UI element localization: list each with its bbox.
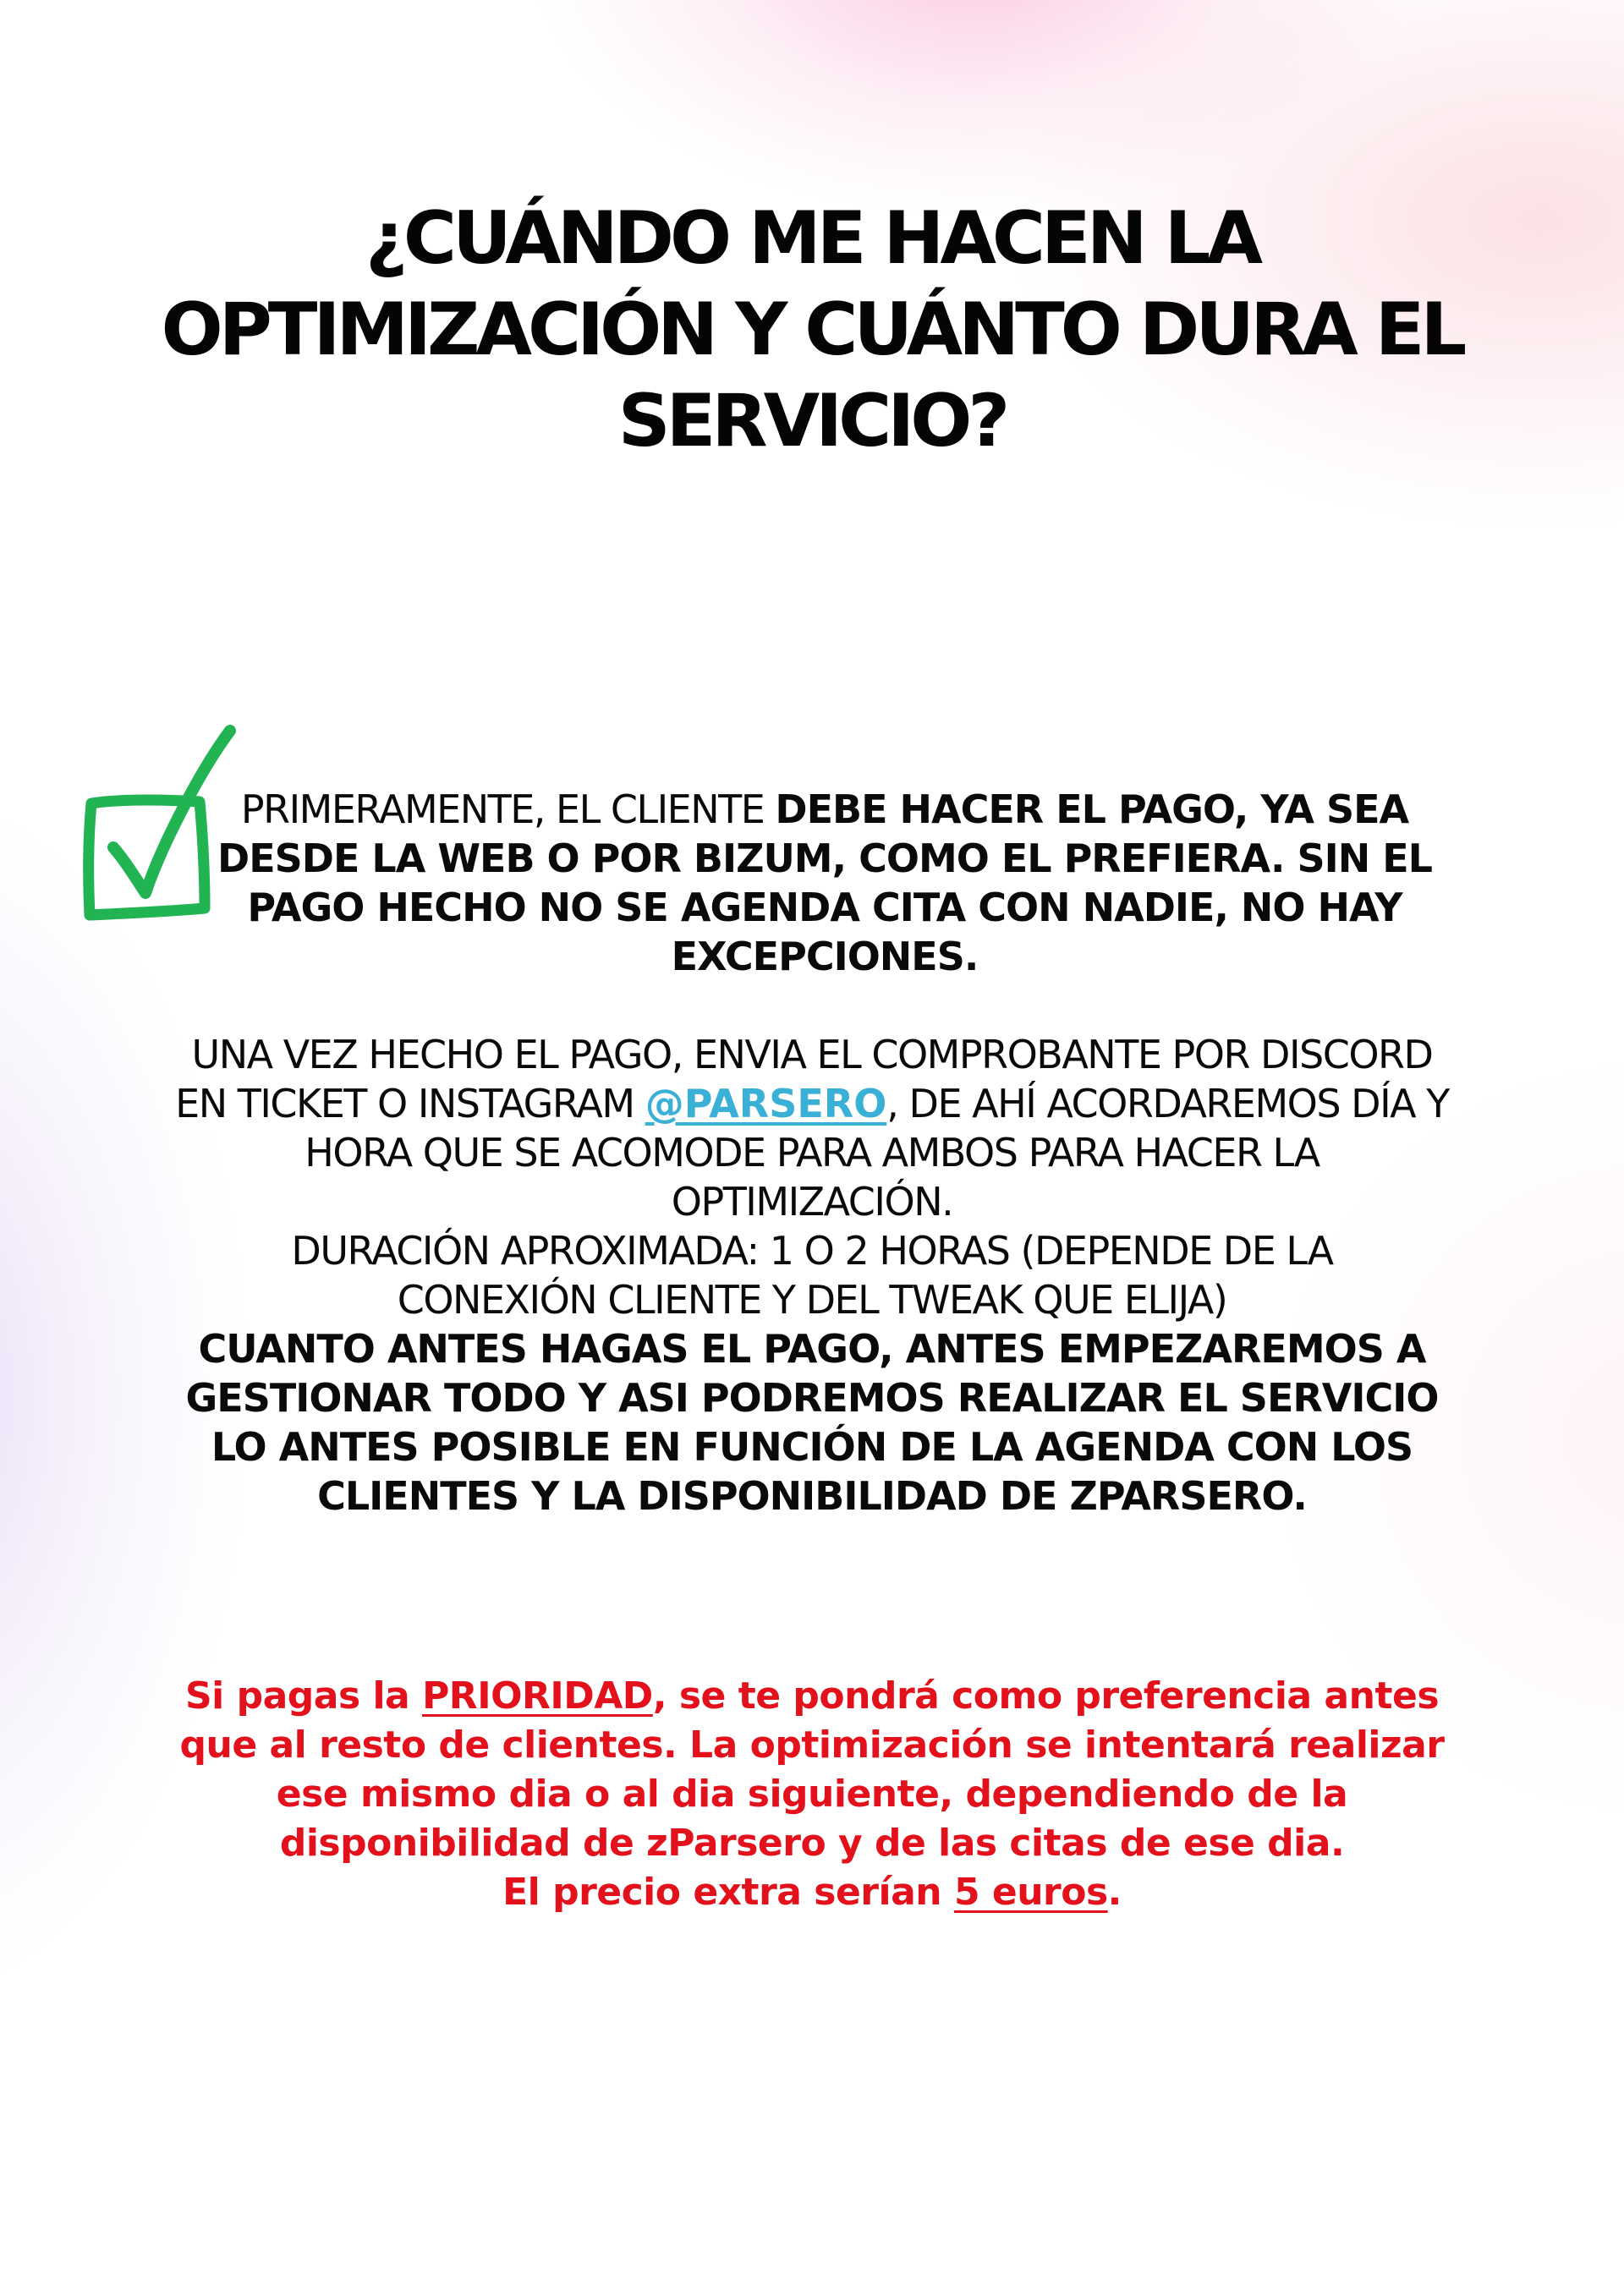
instagram-handle-link[interactable]: @PARSERO <box>645 1081 887 1126</box>
page-title <box>135 193 1489 467</box>
priority-keyword: PRIORIDAD <box>422 1674 653 1718</box>
duration-line-1: DURACIÓN APROXIMADA: 1 O 2 HORAS (DEPENDE DE LA <box>291 1228 1333 1274</box>
price-lead: El precio extra serían <box>502 1871 954 1914</box>
title-line-3: SERVICIO? <box>617 379 1007 463</box>
scheduling-text: UNA VEZ HECHO EL PAGO, ENVIA EL COMPROBANTE POR DISCORD EN TICKET O INSTAGRAM <box>175 1032 1433 1126</box>
duration-line-2: CONEXIÓN CLIENTE Y DEL TWEAK QUE ELIJA) <box>397 1277 1227 1323</box>
payment-intro: PRIMERAMENTE, EL CLIENTE <box>240 786 776 832</box>
scheduling-paragraph <box>169 1030 1455 1226</box>
scheduling-text-after: , DE AHÍ ACORDAREMOS DÍA Y HORA QUE SE ACOMODE PARA AMBOS PARA HACER LA OPTIMIZACIÓN. <box>304 1081 1449 1225</box>
price-end: . <box>1107 1871 1122 1914</box>
payment-requirement: DEBE HACER EL PAGO, YA SEA DESDE LA WEB O POR BIZUM, COMO EL PREFIERA. SIN EL PAGO HECHO NO SE AGENDA CITA CON NADIE, NO HAY EXCEPCIONES. <box>217 786 1432 979</box>
main-text-block <box>169 785 1455 1521</box>
title-line-2: OPTIMIZACIÓN Y CUÁNTO DURA EL <box>161 288 1463 372</box>
priority-lead: Si pagas la <box>184 1674 423 1718</box>
emphasis-paragraph: CUANTO ANTES HAGAS EL PAGO, ANTES EMPEZAREMOS A GESTIONAR TODO Y ASI PODREMOS REALIZAR EL SERVICIO LO ANTES POSIBLE EN FUNCIÓN DE LA AGENDA CON LOS CLIENTES Y LA DISPONIBILIDAD DE ZPARSERO. <box>185 1326 1439 1519</box>
payment-paragraph <box>169 785 1455 981</box>
price-value: 5 euros <box>953 1871 1108 1914</box>
title-line-1: ¿CUÁNDO ME HACEN LA <box>365 196 1259 281</box>
priority-body: , se te pondrá como preferencia antes que al resto de clientes. La optimización se intentará realizar ese mismo dia o al dia siguiente, dependiendo de la disponibilidad de zParsero y de las citas de ese dia. <box>179 1674 1445 1865</box>
priority-paragraph <box>169 1672 1455 1917</box>
